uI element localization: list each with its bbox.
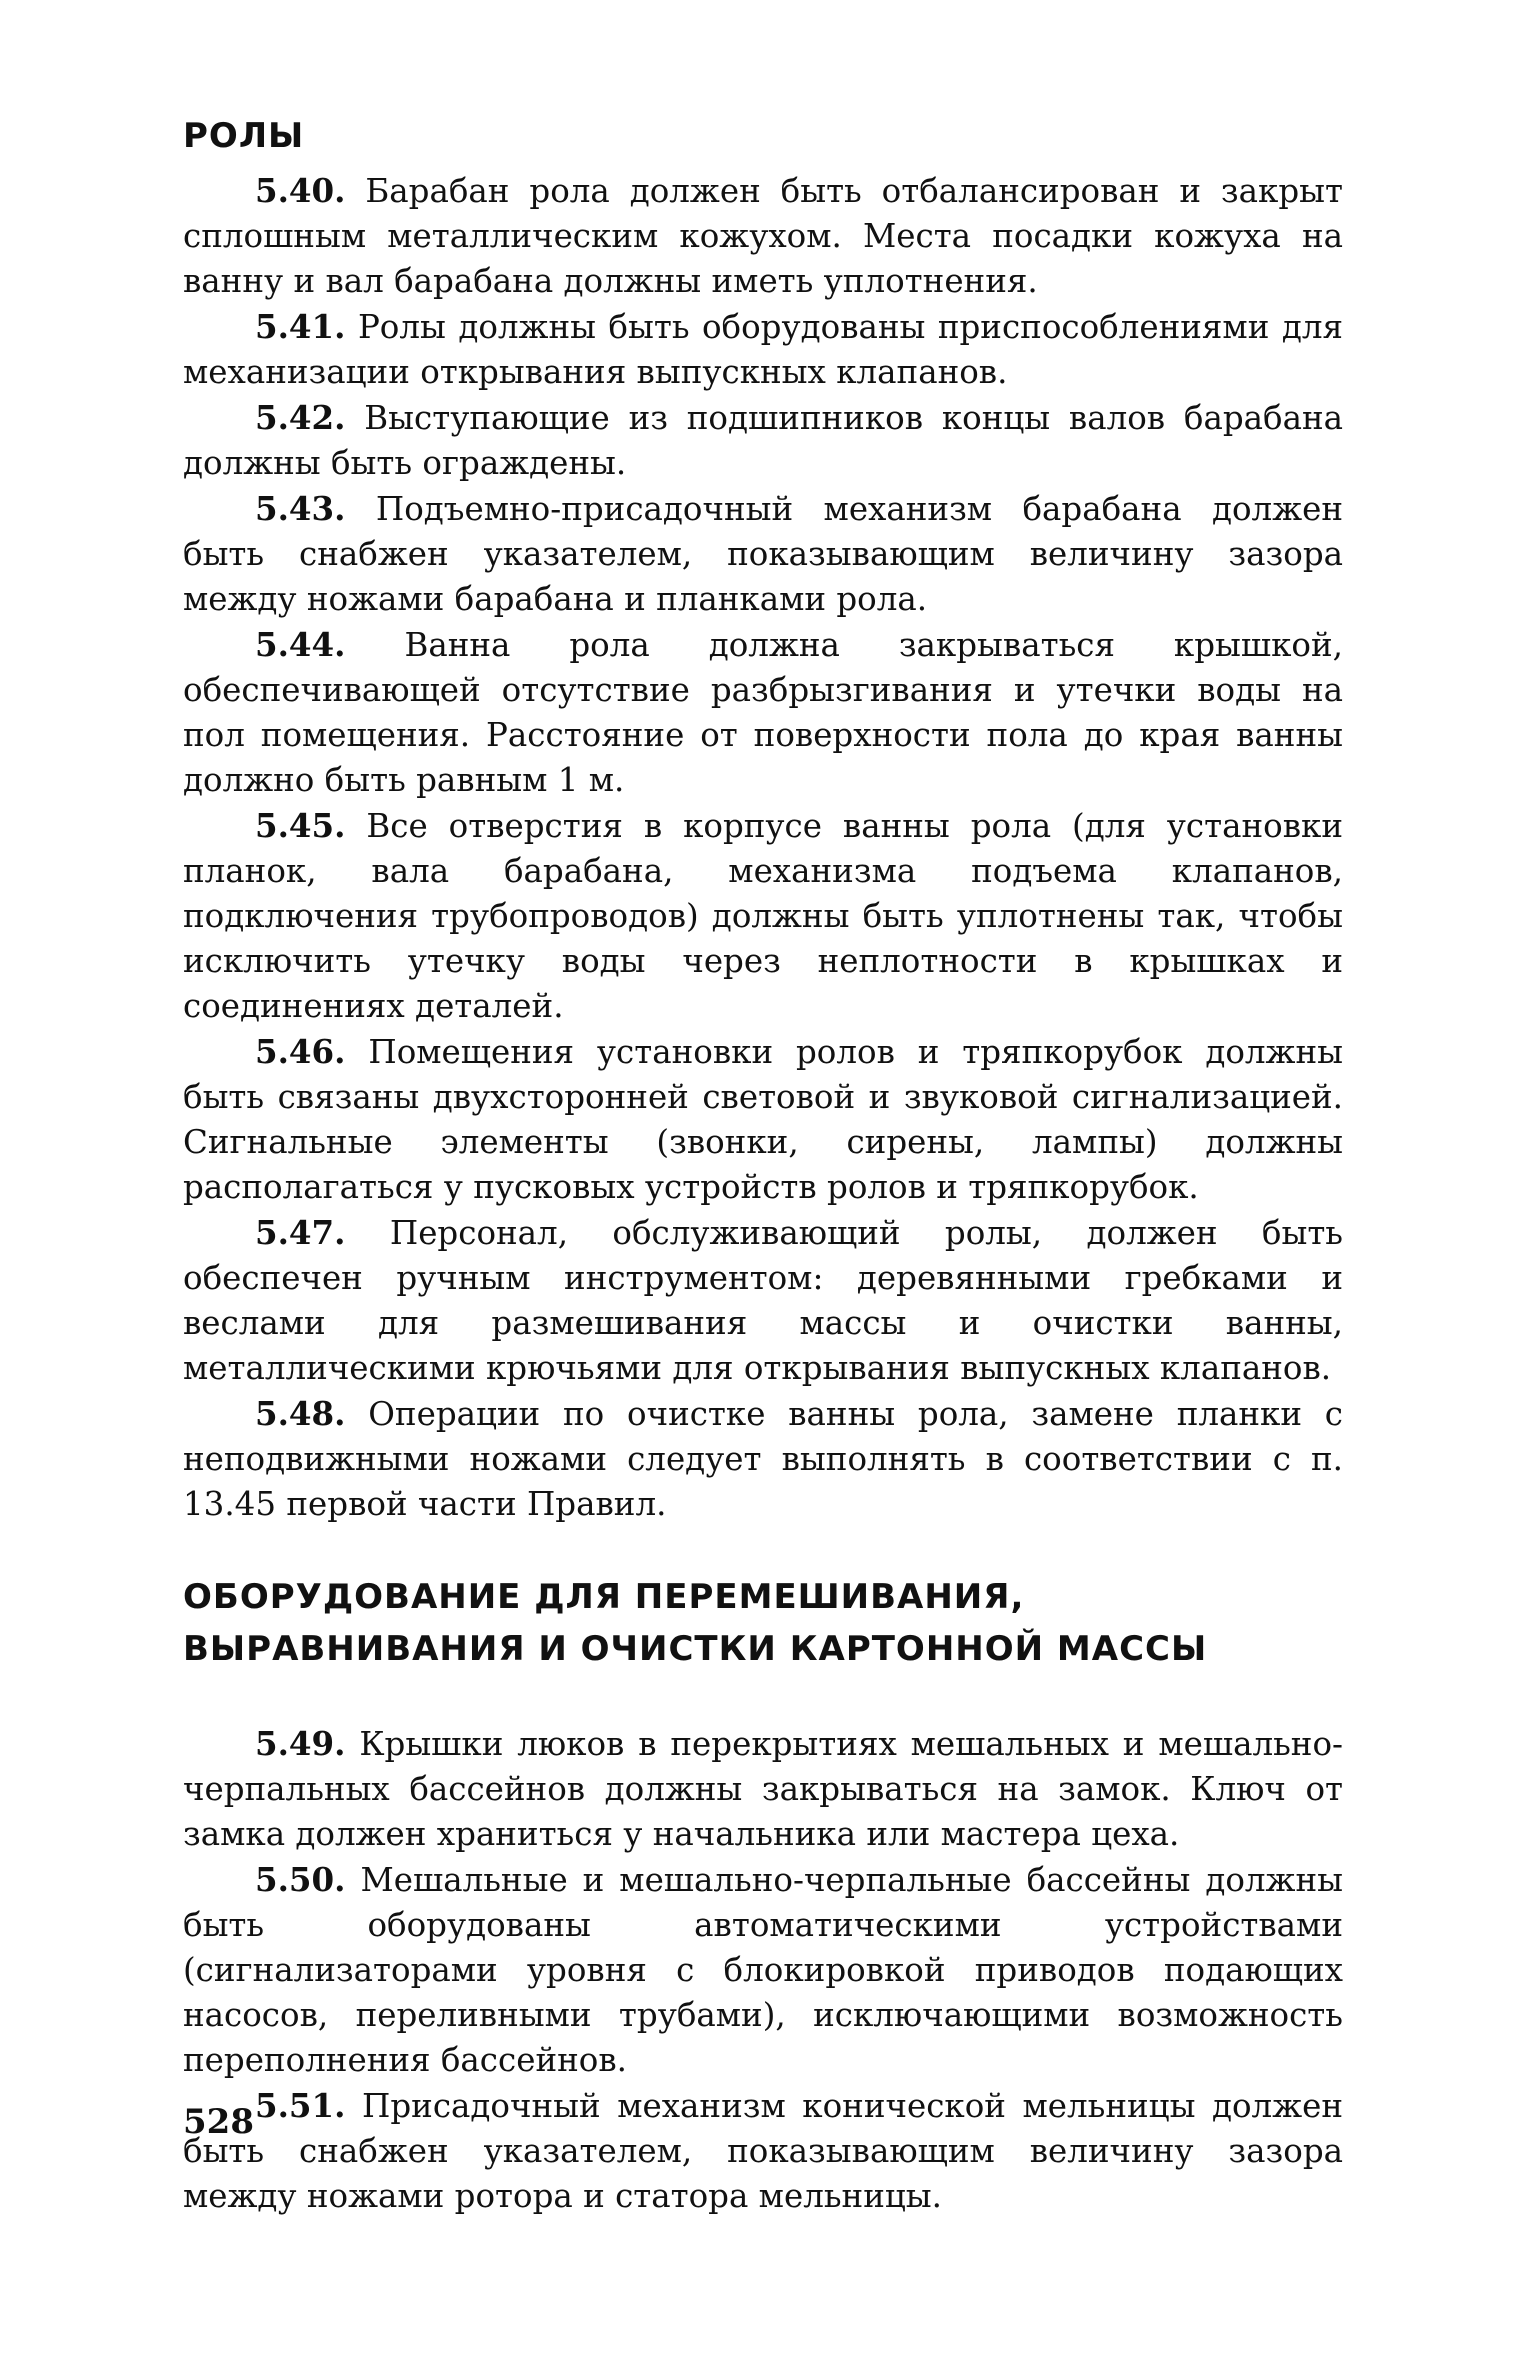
paragraph-5-50 bbox=[183, 1857, 1343, 2083]
clause-text: Все отверстия в корпусе ванны рола (для установки планок, вала барабана, механизма подъема клапанов, подключения трубопроводов) должны быть уплотнены так, чтобы исключить утечку воды через неплотности в крышках и соединениях деталей. bbox=[183, 807, 1343, 1025]
document-page bbox=[183, 110, 1343, 2219]
clause-text: Барабан рола должен быть отбалансирован и закрыт сплошным металлическим кожухом. Места посадки кожуха на ванну и вал барабана должны иметь уплотнения. bbox=[183, 172, 1343, 300]
page-number: 528 bbox=[183, 2102, 254, 2142]
paragraph-5-51 bbox=[183, 2083, 1343, 2219]
paragraph-5-42 bbox=[183, 395, 1343, 486]
clause-number: 5.42. bbox=[255, 398, 346, 437]
clause-number: 5.49. bbox=[255, 1724, 346, 1763]
section-title-line-1: ОБОРУДОВАНИЕ ДЛЯ ПЕРЕМЕШИВАНИЯ, bbox=[183, 1577, 1025, 1617]
clause-number: 5.40. bbox=[255, 171, 346, 210]
clause-number: 5.44. bbox=[255, 625, 346, 664]
clause-text: Ванна рола должна закрываться крышкой, обеспечивающей отсутствие разбрызгивания и утечки воды на пол помещения. Расстояние от поверхности пола до края ванны должно быть равным 1 м. bbox=[183, 626, 1343, 799]
paragraph-5-48 bbox=[183, 1391, 1343, 1527]
clause-text: Ролы должны быть оборудованы приспособлениями для механизации открывания выпускных клапанов. bbox=[183, 308, 1343, 391]
paragraph-5-45 bbox=[183, 803, 1343, 1029]
clause-text: Персонал, обслуживающий ролы, должен быть обеспечен ручным инструментом: деревянными гребками и веслами для размешивания массы и очистки ванны, металлическими крючьями для открывания выпускных клапанов. bbox=[183, 1214, 1343, 1387]
clause-text: Выступающие из подшипников концы валов барабана должны быть ограждены. bbox=[183, 399, 1343, 482]
clause-number: 5.47. bbox=[255, 1213, 346, 1252]
clause-number: 5.43. bbox=[255, 489, 346, 528]
clause-text: Операции по очистке ванны рола, замене планки с неподвижными ножами следует выполнять в соответствии с п. 13.45 первой части Правил. bbox=[183, 1395, 1343, 1523]
paragraph-5-40 bbox=[183, 168, 1343, 304]
clause-number: 5.48. bbox=[255, 1394, 346, 1433]
paragraph-5-43 bbox=[183, 486, 1343, 622]
clause-number: 5.41. bbox=[255, 307, 346, 346]
paragraph-5-49 bbox=[183, 1721, 1343, 1857]
paragraph-5-46 bbox=[183, 1029, 1343, 1210]
section-title-line-2: ВЫРАВНИВАНИЯ И ОЧИСТКИ КАРТОННОЙ МАССЫ bbox=[183, 1629, 1208, 1669]
clause-number: 5.51. bbox=[255, 2086, 346, 2125]
section-title-equipment bbox=[183, 1571, 1343, 1675]
clause-text: Мешальные и мешально-черпальные бассейны должны быть оборудованы автоматическими устройствами (сигнализаторами уровня с блокировкой приводов подающих насосов, переливными трубами), исключающими возможность переполнения бассейнов. bbox=[183, 1861, 1343, 2079]
section-title-roly: РОЛЫ bbox=[183, 116, 305, 156]
paragraph-5-47 bbox=[183, 1210, 1343, 1391]
clause-text: Присадочный механизм конической мельницы должен быть снабжен указателем, показывающим величину зазора между ножами ротора и статора мельницы. bbox=[183, 2087, 1343, 2215]
clause-number: 5.45. bbox=[255, 806, 346, 845]
paragraph-5-44 bbox=[183, 622, 1343, 803]
clause-text: Подъемно-присадочный механизм барабана должен быть снабжен указателем, показывающим величину зазора между ножами барабана и планками рола. bbox=[183, 490, 1343, 618]
clause-number: 5.46. bbox=[255, 1032, 346, 1071]
clause-number: 5.50. bbox=[255, 1860, 346, 1899]
clause-text: Помещения установки ролов и тряпкорубок должны быть связаны двухсторонней световой и звуковой сигнализацией. Сигнальные элементы (звонки, сирены, лампы) должны располагаться у пусковых устройств ролов и тряпкорубок. bbox=[183, 1033, 1343, 1206]
clause-text: Крышки люков в перекрытиях мешальных и мешально-черпальных бассейнов должны закрываться на замок. Ключ от замка должен храниться у начальника или мастера цеха. bbox=[183, 1725, 1343, 1853]
paragraph-5-41 bbox=[183, 304, 1343, 395]
